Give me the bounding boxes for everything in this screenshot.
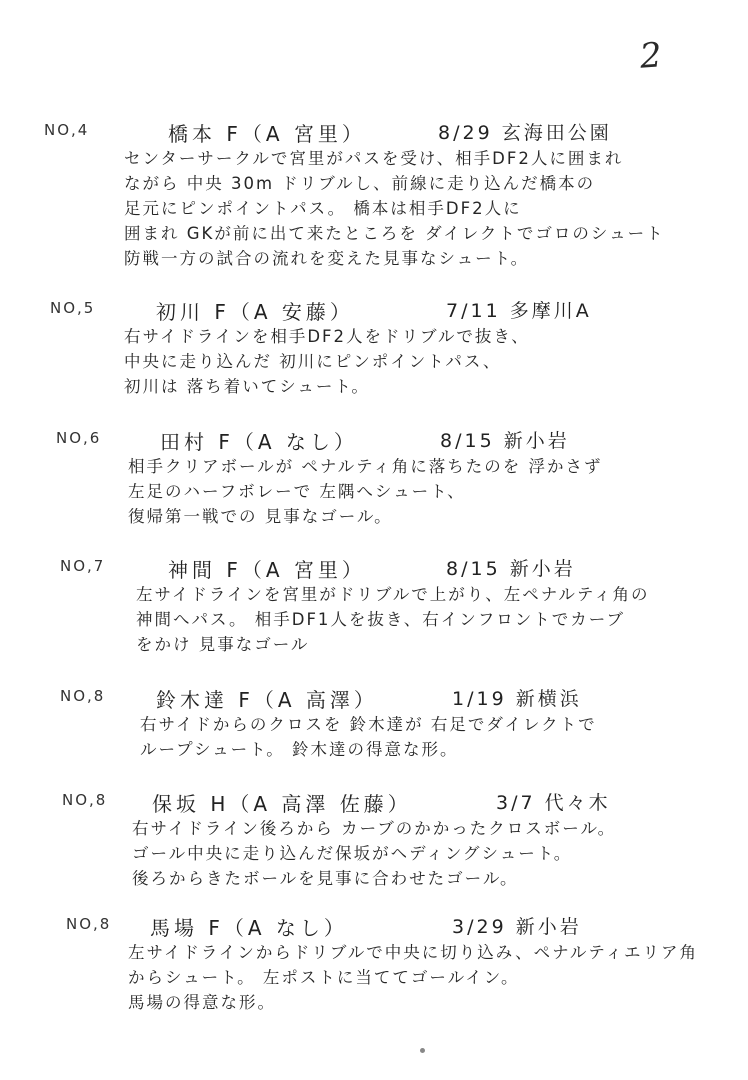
entry-header (0, 912, 748, 938)
entry-date-venue: 7/11 多摩川A (446, 300, 592, 322)
entry-description (132, 816, 616, 891)
description-line: 左サイドラインを宮里がドリブルで上がり、左ペナルティ角の (136, 585, 650, 604)
entry-title: 神間 F（A 宮里） (168, 558, 366, 582)
entry-date-venue: 1/19 新横浜 (452, 688, 582, 710)
entry-header (0, 684, 748, 710)
description-line: 中央に走り込んだ 初川にピンポイントパス、 (124, 352, 502, 371)
entry-title: 鈴木達 F（A 高澤） (156, 688, 378, 712)
entry-description (128, 454, 603, 529)
entry-header (0, 296, 748, 322)
stray-ink-dot (420, 1048, 425, 1053)
entry-title: 保坂 H（A 高澤 佐藤） (152, 792, 412, 816)
entry-description (124, 146, 665, 271)
entry-description (136, 582, 650, 657)
description-line: 右サイドライン後ろから カーブのかかったクロスボール。 (132, 819, 617, 838)
entry-date-venue: 8/29 玄海田公園 (438, 122, 612, 144)
entry-title: 初川 F（A 安藤） (156, 300, 354, 324)
description-line: 足元にピンポイントパス。 橋本は相手DF2人に (124, 199, 522, 218)
entry-number: NO,5 (50, 299, 96, 317)
entry-number: NO,8 (60, 687, 106, 705)
description-line: 馬場の得意な形。 (128, 993, 276, 1012)
entry-description (140, 712, 597, 762)
entry-number: NO,8 (66, 915, 112, 933)
entry-date-venue: 3/29 新小岩 (452, 916, 582, 938)
entry-title: 田村 F（A なし） (160, 430, 358, 454)
description-line: ながら 中央 30m ドリブルし、前線に走り込んだ橋本の (124, 174, 596, 193)
entry-number: NO,6 (56, 429, 102, 447)
entry-date-venue: 3/7 代々木 (496, 792, 611, 814)
entry-header (0, 118, 748, 144)
entry-number: NO,4 (44, 121, 90, 139)
description-line: をかけ 見事なゴール (136, 635, 310, 654)
entry-header (0, 426, 748, 452)
description-line: 左サイドラインからドリブルで中央に切り込み、ペナルティエリア角 (128, 943, 699, 962)
entry-description (124, 324, 530, 399)
entry-header (0, 554, 748, 580)
description-line: からシュート。 左ポストに当ててゴールイン。 (128, 968, 520, 987)
description-line: 左足のハーフボレーで 左隅へシュート、 (128, 482, 466, 501)
entry-title: 橋本 F（A 宮里） (168, 122, 366, 146)
description-line: 防戦一方の試合の流れを変えた見事なシュート。 (124, 249, 530, 268)
entry-date-venue: 8/15 新小岩 (446, 558, 576, 580)
description-line: 初川は 落ち着いてシュート。 (124, 377, 370, 396)
entry-date-venue: 8/15 新小岩 (440, 430, 570, 452)
entry-header (0, 788, 748, 814)
entry-description (128, 940, 698, 1015)
description-line: センターサークルで宮里がパスを受け、相手DF2人に囲まれ (124, 149, 624, 168)
description-line: 右サイドからのクロスを 鈴木達が 右足でダイレクトで (140, 715, 597, 734)
description-line: 神間へパス。 相手DF1人を抜き、右インフロントでカーブ (136, 610, 625, 629)
description-line: ゴール中央に走り込んだ保坂がヘディングシュート。 (132, 844, 573, 863)
entry-title: 馬場 F（A なし） (150, 916, 348, 940)
entry-number: NO,8 (62, 791, 108, 809)
description-line: 囲まれ GKが前に出て来たところを ダイレクトでゴロのシュート (124, 224, 665, 243)
description-line: 相手クリアボールが ペナルティ角に落ちたのを 浮かさず (128, 457, 603, 476)
description-line: ループシュート。 鈴木達の得意な形。 (140, 740, 459, 759)
page-number: 2 (638, 35, 664, 77)
description-line: 後ろからきたボールを見事に合わせたゴール。 (132, 869, 519, 888)
description-line: 右サイドラインを相手DF2人をドリブルで抜き、 (124, 327, 530, 346)
entry-number: NO,7 (60, 557, 106, 575)
description-line: 復帰第一戦での 見事なゴール。 (128, 507, 393, 526)
